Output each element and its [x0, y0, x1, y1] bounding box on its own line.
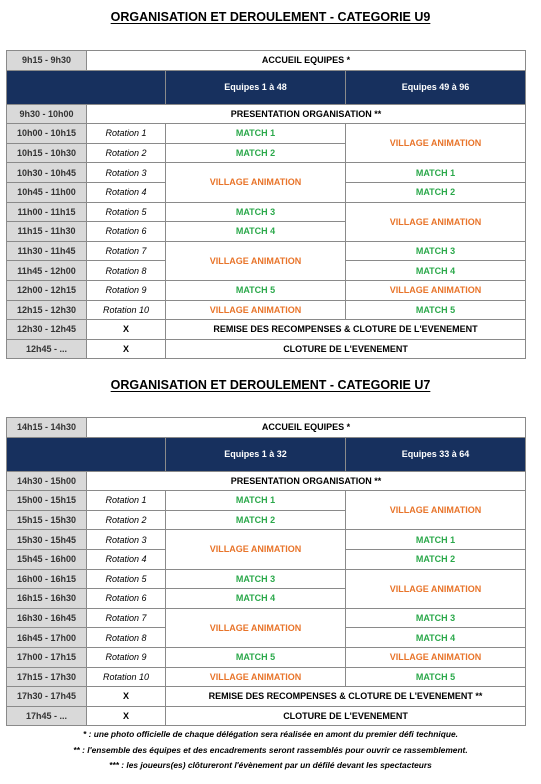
time-slot: 14h30 - 15h00 [7, 471, 87, 491]
rotation-label: Rotation 3 [87, 163, 166, 183]
time-slot: 17h45 - ... [7, 706, 87, 726]
time-slot: 15h30 - 15h45 [7, 530, 87, 550]
rotation-label: Rotation 5 [87, 202, 166, 222]
time-slot: 12h15 - 12h30 [7, 300, 87, 320]
rotation-row [7, 608, 526, 628]
group-b-activity: MATCH 2 [346, 182, 526, 202]
group-b-village: VILLAGE ANIMATION [346, 124, 526, 163]
presentation-label: PRESENTATION ORGANISATION ** [87, 104, 526, 124]
rotation-label: Rotation 10 [87, 300, 166, 320]
header-blank [7, 70, 166, 104]
group-a-activity: MATCH 4 [166, 589, 346, 609]
time-slot: 17h30 - 17h45 [7, 687, 87, 707]
time-slot: 15h15 - 15h30 [7, 510, 87, 530]
rotation-label: Rotation 6 [87, 589, 166, 609]
group-b-activity: MATCH 3 [346, 241, 526, 261]
rotation-label: Rotation 9 [87, 280, 166, 300]
time-slot: 12h30 - 12h45 [7, 320, 87, 340]
closing-label: CLOTURE DE L'EVENEMENT [166, 706, 526, 726]
time-slot: 14h15 - 14h30 [7, 418, 87, 438]
time-slot: 10h15 - 10h30 [7, 143, 87, 163]
group-b-activity: MATCH 1 [346, 163, 526, 183]
group-b-activity: MATCH 2 [346, 549, 526, 569]
rotation-label: Rotation 3 [87, 530, 166, 550]
time-slot: 16h45 - 17h00 [7, 628, 87, 648]
time-slot: 16h30 - 16h45 [7, 608, 87, 628]
time-slot: 15h00 - 15h15 [7, 491, 87, 511]
time-slot: 11h00 - 11h15 [7, 202, 87, 222]
group-b-village: VILLAGE ANIMATION [346, 491, 526, 530]
rotation-label: Rotation 2 [87, 143, 166, 163]
closing-row [7, 706, 526, 726]
time-slot: 11h30 - 11h45 [7, 241, 87, 261]
rotation-label: Rotation 1 [87, 491, 166, 511]
rotation-label: Rotation 4 [87, 549, 166, 569]
closing-row [7, 339, 526, 359]
rotation-row [7, 647, 526, 667]
teams-header-row [7, 437, 526, 471]
rotation-label: Rotation 8 [87, 261, 166, 281]
time-slot: 10h30 - 10h45 [7, 163, 87, 183]
group-b-activity: MATCH 3 [346, 608, 526, 628]
group-a-activity: MATCH 1 [166, 491, 346, 511]
header-blank [7, 437, 166, 471]
rotation-row [7, 569, 526, 589]
rotation-row [7, 667, 526, 687]
time-slot: 10h45 - 11h00 [7, 182, 87, 202]
rotation-label: Rotation 6 [87, 222, 166, 242]
group-a-activity: MATCH 3 [166, 202, 346, 222]
section-title-u9: ORGANISATION ET DEROULEMENT - CATEGORIE U9 [110, 10, 431, 24]
closing-label: CLOTURE DE L'EVENEMENT [166, 339, 526, 359]
group-a-village: VILLAGE ANIMATION [166, 163, 346, 202]
welcome-row [7, 51, 526, 71]
group-a-activity: MATCH 1 [166, 124, 346, 144]
awards-mark: X [87, 320, 166, 340]
group-b-village: VILLAGE ANIMATION [346, 202, 526, 241]
group-b-activity: MATCH 4 [346, 628, 526, 648]
schedule-table-u7 [6, 417, 526, 726]
presentation-row [7, 471, 526, 491]
welcome-label: ACCUEIL EQUIPES * [87, 51, 526, 71]
group-a-activity: VILLAGE ANIMATION [166, 300, 346, 320]
time-slot: 17h15 - 17h30 [7, 667, 87, 687]
group-b-village: VILLAGE ANIMATION [346, 569, 526, 608]
group-a-village: VILLAGE ANIMATION [166, 530, 346, 569]
group-b-activity: VILLAGE ANIMATION [346, 647, 526, 667]
time-slot: 16h15 - 16h30 [7, 589, 87, 609]
group-a-activity: MATCH 2 [166, 143, 346, 163]
footnote: * : une photo officielle de chaque délégation sera réalisée en amont du premier défi technique. [83, 729, 458, 739]
footnote: *** : les joueurs(es) clôtureront l'évènement par un défilé devant les spectacteurs [109, 760, 432, 770]
rotation-row [7, 163, 526, 183]
time-slot: 15h45 - 16h00 [7, 549, 87, 569]
group-b-activity: MATCH 1 [346, 530, 526, 550]
rotation-row [7, 241, 526, 261]
group-b-activity: MATCH 5 [346, 300, 526, 320]
group-a-village: VILLAGE ANIMATION [166, 241, 346, 280]
rotation-label: Rotation 1 [87, 124, 166, 144]
group-a-activity: MATCH 4 [166, 222, 346, 242]
time-slot: 16h00 - 16h15 [7, 569, 87, 589]
group-a-village: VILLAGE ANIMATION [166, 608, 346, 647]
time-slot: 11h45 - 12h00 [7, 261, 87, 281]
rotation-row [7, 491, 526, 511]
rotation-row [7, 202, 526, 222]
time-slot: 12h45 - ... [7, 339, 87, 359]
rotation-row [7, 300, 526, 320]
rotation-row [7, 124, 526, 144]
team-group-b-header: Equipes 33 à 64 [346, 437, 526, 471]
group-a-activity: MATCH 2 [166, 510, 346, 530]
schedule-table-u9 [6, 50, 526, 359]
rotation-label: Rotation 10 [87, 667, 166, 687]
awards-mark: X [87, 687, 166, 707]
welcome-label: ACCUEIL EQUIPES * [87, 418, 526, 438]
rotation-label: Rotation 5 [87, 569, 166, 589]
teams-header-row [7, 70, 526, 104]
awards-row [7, 320, 526, 340]
time-slot: 11h15 - 11h30 [7, 222, 87, 242]
group-a-activity: VILLAGE ANIMATION [166, 667, 346, 687]
time-slot: 17h00 - 17h15 [7, 647, 87, 667]
footnote: ** : l'ensemble des équipes et des encadrements seront rassemblés pour ouvrir ce rassemblement. [73, 744, 468, 755]
group-a-activity: MATCH 5 [166, 280, 346, 300]
closing-mark: X [87, 339, 166, 359]
rotation-label: Rotation 2 [87, 510, 166, 530]
presentation-label: PRESENTATION ORGANISATION ** [87, 471, 526, 491]
time-slot: 12h00 - 12h15 [7, 280, 87, 300]
footnotes [0, 727, 541, 774]
section-title-u7: ORGANISATION ET DEROULEMENT - CATEGORIE U7 [110, 378, 431, 392]
awards-row [7, 687, 526, 707]
presentation-row [7, 104, 526, 124]
group-a-activity: MATCH 3 [166, 569, 346, 589]
team-group-a-header: Equipes 1 à 48 [166, 70, 346, 104]
rotation-row [7, 530, 526, 550]
rotation-label: Rotation 8 [87, 628, 166, 648]
rotation-label: Rotation 7 [87, 241, 166, 261]
time-slot: 9h30 - 10h00 [7, 104, 87, 124]
rotation-label: Rotation 9 [87, 647, 166, 667]
group-a-activity: MATCH 5 [166, 647, 346, 667]
time-slot: 10h00 - 10h15 [7, 124, 87, 144]
awards-label: REMISE DES RECOMPENSES & CLOTURE DE L'EVENEMENT [166, 320, 526, 340]
group-b-activity: MATCH 4 [346, 261, 526, 281]
team-group-b-header: Equipes 49 à 96 [346, 70, 526, 104]
rotation-label: Rotation 4 [87, 182, 166, 202]
closing-mark: X [87, 706, 166, 726]
time-slot: 9h15 - 9h30 [7, 51, 87, 71]
group-b-activity: MATCH 5 [346, 667, 526, 687]
rotation-row [7, 280, 526, 300]
group-b-activity: VILLAGE ANIMATION [346, 280, 526, 300]
awards-label: REMISE DES RECOMPENSES & CLOTURE DE L'EVENEMENT ** [166, 687, 526, 707]
rotation-label: Rotation 7 [87, 608, 166, 628]
team-group-a-header: Equipes 1 à 32 [166, 437, 346, 471]
welcome-row [7, 418, 526, 438]
